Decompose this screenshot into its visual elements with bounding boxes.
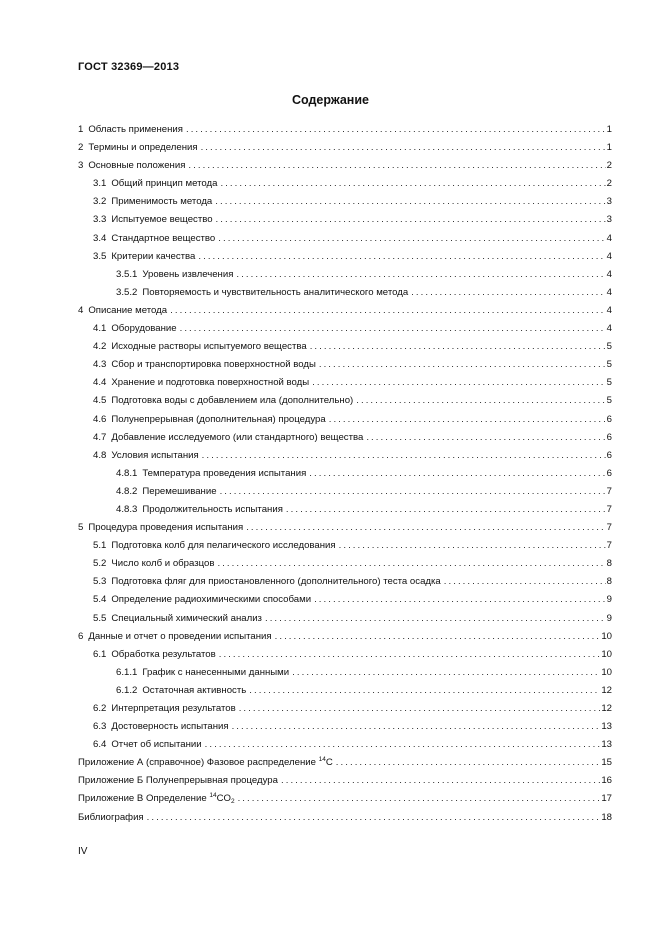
- toc-entry[interactable]: [78, 610, 612, 628]
- toc-entry-text: Продолжительность испытания: [142, 503, 283, 515]
- toc-entry-number: 5.5: [93, 612, 107, 624]
- toc-entry[interactable]: [78, 628, 612, 646]
- toc-entry-text: Критерии качества: [111, 250, 196, 262]
- toc-entry-text: Термины и определения: [88, 142, 198, 154]
- toc-entry-text: Хранение и подготовка поверхностной воды: [111, 377, 310, 389]
- toc-entry-number: 4.2: [93, 341, 107, 353]
- toc-entry-label: [116, 664, 291, 682]
- dot-leader: [202, 447, 606, 465]
- dot-leader: [232, 718, 601, 736]
- toc-entry-page: 18: [601, 811, 612, 823]
- toc-entry-text: Остаточная активность: [142, 684, 247, 696]
- toc-entry-text: Приложение В Определение: [78, 793, 210, 805]
- toc-entry-number: 6: [78, 630, 84, 642]
- toc-entry[interactable]: [78, 772, 612, 790]
- toc-entry-number: 4.8.1: [116, 467, 138, 479]
- toc-entry-text: Описание метода: [88, 304, 168, 316]
- toc-entry-page: 1: [606, 124, 612, 135]
- toc-entry[interactable]: [78, 700, 612, 718]
- toc-entry-text: Добавление исследуемого (или стандартного) вещества: [111, 431, 364, 443]
- toc-entry[interactable]: [78, 682, 612, 700]
- dot-leader: [220, 175, 605, 193]
- toc-entry[interactable]: [78, 465, 612, 483]
- toc-entry-number: 3.5: [93, 250, 107, 262]
- toc-entry-text: Подготовка воды с добавлением ила (дополнительно): [111, 395, 354, 407]
- dot-leader: [147, 809, 601, 827]
- toc-entry-label: [93, 591, 313, 609]
- dot-leader: [217, 555, 605, 573]
- toc-entry-number: 3.5.2: [116, 286, 138, 298]
- toc-entry-number: 6.1.1: [116, 666, 138, 678]
- toc-entry-page: 8: [606, 576, 612, 588]
- toc-entry-page: 6: [606, 431, 612, 443]
- toc-entry[interactable]: [78, 809, 612, 827]
- toc-entry-number: 3.3: [93, 214, 107, 226]
- toc-entry-label: [116, 682, 248, 700]
- toc-entry-page: 5: [606, 377, 612, 389]
- toc-entry-label: [78, 157, 187, 175]
- toc-entry[interactable]: [78, 392, 612, 410]
- dot-leader: [215, 193, 605, 211]
- toc-entry-page: 17: [601, 793, 612, 805]
- dot-leader: [339, 537, 606, 555]
- toc-entry-label: [78, 121, 185, 139]
- toc-entry-number: 4.3: [93, 359, 107, 371]
- toc-entry-text: Основные положения: [88, 160, 186, 172]
- toc-entry-text: Повторяемость и чувствительность аналитического метода: [142, 286, 409, 298]
- toc-entry-page: 4: [606, 268, 612, 280]
- toc-entry-label: [93, 211, 215, 229]
- toc-entry[interactable]: [78, 356, 612, 374]
- toc-entry[interactable]: [78, 193, 612, 211]
- toc-entry-page: 13: [601, 721, 612, 733]
- toc-entry-number: 4.8.2: [116, 485, 138, 497]
- toc-entry-label: [78, 519, 245, 537]
- toc-entry-label: [78, 790, 237, 808]
- toc-entry-label: [93, 736, 204, 754]
- dot-leader: [201, 139, 606, 157]
- toc-entry[interactable]: [78, 664, 612, 682]
- toc-entry-text: Оборудование: [111, 323, 177, 335]
- toc-entry-page: 1: [606, 142, 612, 154]
- toc-entry-number: 6.1.2: [116, 684, 138, 696]
- toc-entry-label: [93, 718, 231, 736]
- toc-entry-number: 4.7: [93, 431, 107, 443]
- toc-entry-text: Библиография: [78, 811, 144, 823]
- toc-entry-text: Данные и отчет о проведении испытания: [88, 630, 272, 642]
- toc-entry-text: Подготовка колб для пелагического исследования: [111, 540, 336, 552]
- toc-entry-label: [78, 628, 274, 646]
- toc-entry[interactable]: [78, 320, 612, 338]
- toc-entry-label: [93, 700, 238, 718]
- toc-entry-label: [93, 320, 179, 338]
- toc-entry-page: 5: [606, 395, 612, 407]
- dot-leader: [238, 790, 601, 808]
- toc-entry-label: [116, 266, 235, 284]
- toc-entry-text: Отчет об испытании: [111, 739, 202, 751]
- toc-entry-text: Стандартное вещество: [111, 232, 216, 244]
- toc-entry-number: 5.2: [93, 558, 107, 570]
- toc-entry-label: [78, 302, 169, 320]
- toc-entry[interactable]: [78, 754, 612, 772]
- toc-entry-number: 3.1: [93, 178, 107, 190]
- toc-entry-label: [93, 248, 197, 266]
- table-of-contents: [78, 121, 612, 827]
- toc-entry[interactable]: [78, 483, 612, 501]
- toc-entry-page: 2: [606, 160, 612, 172]
- dot-leader: [292, 664, 600, 682]
- toc-entry-text: Уровень извлечения: [142, 268, 234, 280]
- toc-entry-text: Перемешивание: [142, 485, 217, 497]
- toc-entry[interactable]: [78, 338, 612, 356]
- toc-entry-number: 5: [78, 522, 84, 534]
- dot-leader: [275, 628, 601, 646]
- dot-leader: [220, 483, 606, 501]
- toc-entry-label: [93, 646, 218, 664]
- dot-leader: [329, 411, 606, 429]
- toc-entry-page: 10: [601, 648, 612, 660]
- toc-entry-text: Исходные растворы испытуемого вещества: [111, 341, 307, 353]
- toc-entry-page: 7: [606, 503, 612, 515]
- toc-entry-label: [93, 338, 309, 356]
- dot-leader: [170, 302, 606, 320]
- toc-entry-number: 6.4: [93, 739, 107, 751]
- toc-entry-page: 10: [601, 630, 612, 642]
- toc-entry[interactable]: [78, 284, 612, 302]
- toc-entry-text: Испытуемое вещество: [111, 214, 213, 226]
- toc-entry-label: [78, 754, 335, 772]
- formula-subscript: 2: [230, 798, 235, 806]
- toc-entry-number: 6.2: [93, 703, 107, 714]
- toc-entry-text: Число колб и образцов: [111, 558, 215, 570]
- toc-entry[interactable]: [78, 139, 612, 157]
- dot-leader: [198, 248, 605, 266]
- toc-entry-page: 6: [606, 413, 612, 425]
- toc-entry-page: 7: [606, 485, 612, 497]
- toc-entry-page: 3: [606, 214, 612, 226]
- toc-entry-number: 3.5.1: [116, 268, 138, 280]
- dot-leader: [205, 736, 601, 754]
- dot-leader: [286, 501, 606, 519]
- toc-entry-page: 10: [601, 666, 612, 678]
- toc-entry-number: 4.8.3: [116, 503, 138, 515]
- toc-entry-page: 4: [606, 286, 612, 298]
- toc-entry-number: 1: [78, 124, 84, 135]
- toc-entry-page: 9: [606, 594, 612, 606]
- toc-entry-page: 7: [606, 522, 612, 534]
- toc-entry[interactable]: [78, 718, 612, 736]
- isotope-superscript: 14: [209, 792, 217, 800]
- toc-entry-label: [78, 809, 146, 827]
- isotope-superscript: 14: [318, 756, 326, 764]
- dot-leader: [239, 700, 601, 718]
- toc-entry[interactable]: [78, 411, 612, 429]
- toc-entry[interactable]: [78, 266, 612, 284]
- toc-entry-number: 2: [78, 142, 84, 154]
- toc-entry-page: 4: [606, 323, 612, 335]
- toc-entry-label: [93, 193, 214, 211]
- toc-entry-label: [116, 465, 308, 483]
- toc-entry-label: [78, 139, 200, 157]
- toc-entry[interactable]: [78, 374, 612, 392]
- toc-entry-text: Достоверность испытания: [111, 721, 229, 733]
- toc-entry-text: Приложение А (справочное) Фазовое распределение: [78, 757, 319, 769]
- toc-entry-number: 4.1: [93, 323, 107, 335]
- toc-entry-number: 4.5: [93, 395, 107, 407]
- toc-entry-number: 5.4: [93, 594, 107, 606]
- dot-leader: [265, 610, 606, 628]
- toc-entry[interactable]: [78, 447, 612, 465]
- toc-entry-label: [93, 411, 328, 429]
- toc-entry-text: Приложение Б Полунепрерывная процедура: [78, 775, 278, 787]
- toc-entry-text: Применимость метода: [111, 196, 213, 208]
- toc-entry-page: 12: [601, 703, 612, 714]
- toc-entry-page: 15: [601, 757, 612, 769]
- dot-leader: [218, 230, 605, 248]
- dot-leader: [188, 157, 605, 175]
- toc-entry-number: 4.6: [93, 413, 107, 425]
- toc-entry-number: 4.4: [93, 377, 107, 389]
- dot-leader: [366, 429, 605, 447]
- toc-entry-text: Сбор и транспортировка поверхностной воды: [111, 359, 316, 371]
- dot-leader: [444, 573, 606, 591]
- toc-entry-label: [93, 555, 216, 573]
- toc-entry-page: 9: [606, 612, 612, 624]
- toc-entry-label: [116, 501, 285, 519]
- toc-entry-page: 12: [601, 684, 612, 696]
- toc-entry-page: 6: [606, 449, 612, 461]
- toc-entry-label: [78, 772, 280, 790]
- dot-leader: [186, 121, 606, 139]
- dot-leader: [319, 356, 606, 374]
- toc-entry-label: [93, 429, 365, 447]
- toc-entry[interactable]: [78, 790, 612, 808]
- toc-entry-page: 4: [606, 250, 612, 262]
- toc-entry[interactable]: [78, 175, 612, 193]
- toc-entry-number: 5.1: [93, 540, 107, 552]
- dot-leader: [219, 646, 601, 664]
- toc-entry-number: 3.2: [93, 196, 107, 208]
- toc-entry[interactable]: [78, 157, 612, 175]
- toc-entry[interactable]: [78, 248, 612, 266]
- toc-entry[interactable]: [78, 537, 612, 555]
- toc-entry-page: 4: [606, 232, 612, 244]
- toc-entry-text: Полунепрерывная (дополнительная) процедура: [111, 413, 326, 425]
- toc-entry[interactable]: [78, 211, 612, 229]
- toc-entry[interactable]: [78, 121, 612, 139]
- toc-entry-text: Интерпретация результатов: [111, 703, 236, 714]
- toc-entry[interactable]: [78, 573, 612, 591]
- toc-entry-text: Общий принцип метода: [111, 178, 218, 190]
- toc-entry-label: [93, 230, 217, 248]
- toc-entry[interactable]: [78, 519, 612, 537]
- toc-entry-label: [93, 573, 443, 591]
- dot-leader: [356, 392, 605, 410]
- toc-entry-number: 6.1: [93, 648, 107, 660]
- dot-leader: [314, 591, 606, 609]
- dot-leader: [236, 266, 605, 284]
- toc-entry-label: [93, 374, 311, 392]
- dot-leader: [246, 519, 605, 537]
- toc-entry-number: 4: [78, 304, 84, 316]
- toc-entry-text: Процедура проведения испытания: [88, 522, 244, 534]
- toc-entry-label: [93, 392, 355, 410]
- dot-leader: [309, 465, 605, 483]
- dot-leader: [310, 338, 606, 356]
- dot-leader: [180, 320, 606, 338]
- toc-entry[interactable]: [78, 555, 612, 573]
- toc-entry-page: 3: [606, 196, 612, 208]
- toc-entry-text: Обработка результатов: [111, 648, 216, 660]
- toc-entry-text: Условия испытания: [111, 449, 199, 461]
- toc-entry[interactable]: [78, 736, 612, 754]
- toc-entry-page: 5: [606, 359, 612, 371]
- toc-entry[interactable]: [78, 646, 612, 664]
- standard-designation: ГОСТ 32369—2013: [78, 61, 180, 73]
- toc-entry-label: [116, 284, 410, 302]
- toc-entry-number: 3.4: [93, 232, 107, 244]
- toc-entry-label: [93, 537, 338, 555]
- dot-leader: [249, 682, 600, 700]
- toc-entry-label: [116, 483, 219, 501]
- dot-leader: [312, 374, 605, 392]
- toc-entry-text: Определение радиохимическими способами: [111, 594, 312, 606]
- toc-entry-text: Температура проведения испытания: [142, 467, 307, 479]
- toc-entry-page: 7: [606, 540, 612, 552]
- toc-entry-page: 2: [606, 178, 612, 190]
- toc-entry[interactable]: [78, 591, 612, 609]
- toc-entry-page: 4: [606, 304, 612, 316]
- toc-entry-text: Подготовка фляг для приостановленного (дополнительного) теста осадка: [111, 576, 441, 588]
- toc-entry-label: [93, 175, 219, 193]
- toc-entry-label: [93, 447, 201, 465]
- dot-leader: [411, 284, 605, 302]
- toc-entry[interactable]: [78, 501, 612, 519]
- toc-entry-text: Специальный химический анализ: [111, 612, 262, 624]
- toc-entry[interactable]: [78, 429, 612, 447]
- toc-entry-number: 4.8: [93, 449, 107, 461]
- toc-entry-label: [93, 356, 318, 374]
- toc-entry-page: 8: [606, 558, 612, 570]
- toc-entry-text: График с нанесенными данными: [142, 666, 290, 678]
- toc-entry-page: 6: [606, 467, 612, 479]
- toc-entry[interactable]: [78, 230, 612, 248]
- page-title: Содержание: [291, 93, 369, 107]
- page-number: IV: [78, 846, 88, 857]
- toc-entry-page: 13: [601, 739, 612, 751]
- formula-text: CO: [216, 793, 231, 805]
- toc-entry-label: [93, 610, 264, 628]
- toc-entry-page: 5: [606, 341, 612, 353]
- dot-leader: [281, 772, 600, 790]
- formula-text: C: [325, 757, 333, 769]
- toc-entry-page: 16: [601, 775, 612, 787]
- toc-entry-number: 6.3: [93, 721, 107, 733]
- toc-entry-number: 5.3: [93, 576, 107, 588]
- dot-leader: [336, 754, 601, 772]
- toc-entry-number: 3: [78, 160, 84, 172]
- dot-leader: [216, 211, 606, 229]
- toc-entry-text: Область применения: [88, 124, 183, 135]
- toc-entry[interactable]: [78, 302, 612, 320]
